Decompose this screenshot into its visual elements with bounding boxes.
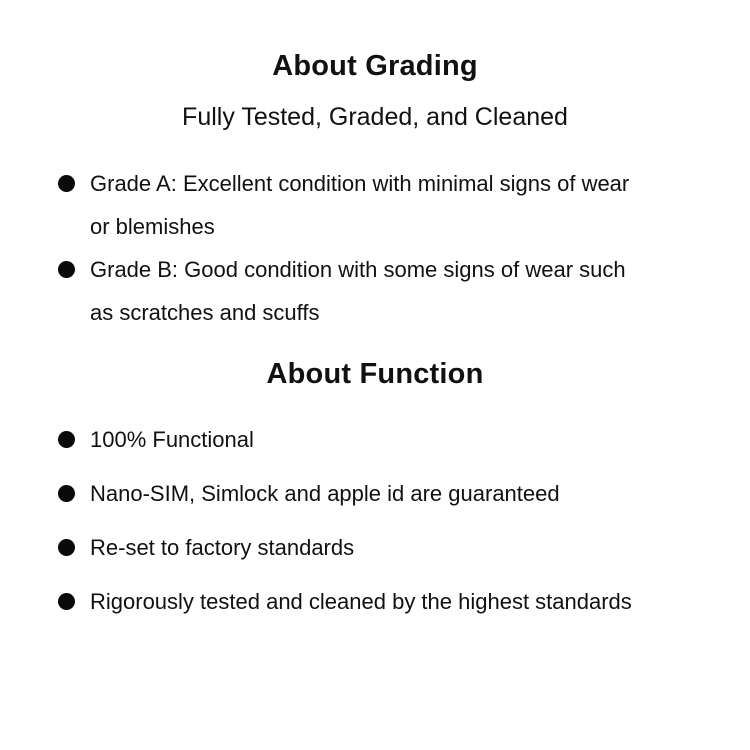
grading-bullet-list (0, 162, 750, 334)
bullet-icon (58, 485, 75, 502)
bullet-text: 100% Functional (90, 427, 254, 452)
grading-subheading: Fully Tested, Graded, and Cleaned (182, 103, 568, 131)
list-item (58, 418, 750, 461)
about-grading-heading: About Grading (272, 50, 478, 82)
list-item (58, 580, 750, 623)
list-item (58, 162, 750, 248)
bullet-icon (58, 593, 75, 610)
section-about-grading (0, 50, 750, 334)
list-item (58, 248, 750, 334)
bullet-text: Grade B: Good condition with some signs of wear such as scratches and scuffs (90, 257, 626, 325)
bullet-text: Nano-SIM, Simlock and apple id are guaranteed (90, 481, 560, 506)
bullet-icon (58, 261, 75, 278)
list-item (58, 472, 750, 515)
bullet-text: Re-set to factory standards (90, 535, 355, 560)
bullet-icon (58, 539, 75, 556)
bullet-text: Grade A: Excellent condition with minimal signs of wear or blemishes (90, 171, 630, 239)
bullet-text: Rigorously tested and cleaned by the highest standards (90, 589, 632, 614)
bullet-icon (58, 175, 75, 192)
list-item (58, 526, 750, 569)
bullet-icon (58, 431, 75, 448)
section-about-function (0, 358, 750, 623)
function-bullet-list (0, 418, 750, 623)
about-function-heading: About Function (266, 358, 484, 390)
